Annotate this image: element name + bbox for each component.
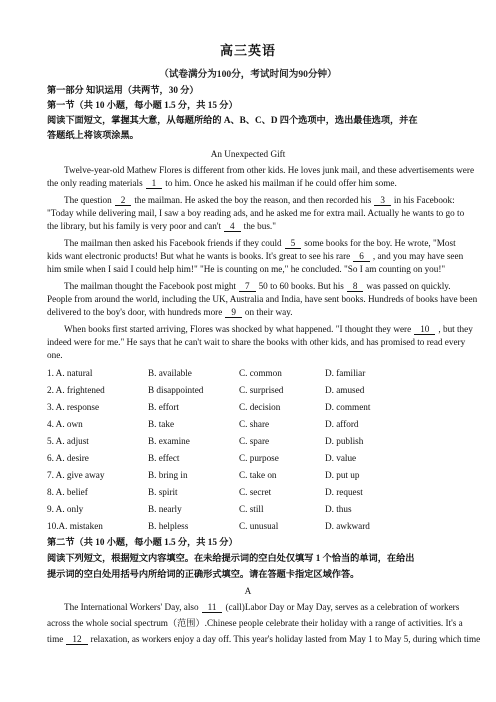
option-b: B. effect bbox=[148, 453, 180, 463]
passage-title: An Unexpected Gift bbox=[210, 149, 286, 159]
option-d: D. value bbox=[325, 453, 357, 463]
passage-line: Twelve-year-old Mathew Flores is different from other kids. He loves junk mail, and these advertisements were bbox=[64, 165, 475, 175]
passage-text: , and you may have seen bbox=[372, 251, 464, 261]
option-a: 1. A. natural bbox=[47, 368, 93, 378]
option-b: B. spirit bbox=[148, 487, 178, 497]
passage-text: The question bbox=[64, 195, 112, 205]
option-d: D. thus bbox=[325, 504, 352, 514]
option-c: C. common bbox=[239, 368, 282, 378]
passage-line bbox=[47, 306, 457, 318]
section2-instructions-line1: 阅读下列短文，根据短文内容填空。在未给提示词的空白处仅填写 1 个恰当的单词，在给出 bbox=[47, 553, 415, 563]
section2-heading: 第二节（共 10 小题，每小题 1.5 分，共 15 分） bbox=[47, 537, 238, 547]
option-b: B. take bbox=[148, 419, 175, 429]
passage-text: kids want electronic products! But what he wants is books. It's great to see his rare bbox=[47, 251, 351, 261]
option-a: 7. A. give away bbox=[47, 470, 105, 480]
passage-line bbox=[47, 237, 457, 249]
option-a: 8. A. belief bbox=[47, 487, 88, 497]
section2-passage-label: A bbox=[244, 586, 252, 596]
passage-text: to him. Once he asked his mailman if he could offer him some. bbox=[165, 178, 397, 188]
option-b: B. examine bbox=[148, 436, 190, 446]
page-title: 高三英语 bbox=[219, 43, 276, 58]
passage-line: across the whole social spectrum（范围）.Chinese people celebrate their holiday with a range of activities. It's a bbox=[47, 618, 463, 628]
passage-text: the library, but his family is very poor and can't bbox=[47, 221, 222, 231]
blank-12: 12 bbox=[66, 634, 87, 645]
section2-instructions-line2: 提示词的空白处用括号内所给词的正确形式填空。请在答题卡指定区域作答。 bbox=[47, 569, 360, 579]
passage-line: him smile when I said I could help him!" "He is counting on me," he concluded. "So I am counting on you!" bbox=[47, 264, 446, 274]
section1-heading: 第一节（共 10 小题，每小题 1.5 分，共 15 分） bbox=[47, 100, 238, 110]
exam-info-subtitle: （试卷满分为100分，考试时间为90分钟） bbox=[159, 69, 337, 80]
option-c: C. secret bbox=[239, 487, 272, 497]
passage-text: on their way. bbox=[244, 307, 293, 317]
option-c: C. still bbox=[239, 504, 264, 514]
option-a: 4. A. own bbox=[47, 419, 83, 429]
option-b: B. nearly bbox=[148, 504, 182, 514]
blank-8: 8 bbox=[347, 281, 364, 292]
blank-3: 3 bbox=[374, 195, 391, 206]
section1-instructions-line1: 阅读下面短文，掌握其大意，从每题所给的 A、B、C、D 四个选项中，选出最佳选项，并在 bbox=[47, 115, 418, 125]
passage-text: The mailman thought the Facebook post might bbox=[64, 281, 236, 291]
blank-11: 11 bbox=[202, 602, 223, 613]
passage-text: 50 to 60 books. But his bbox=[258, 281, 344, 291]
passage-line bbox=[47, 601, 460, 613]
passage-line bbox=[47, 220, 457, 232]
option-a: 6. A. desire bbox=[47, 453, 89, 463]
passage-text: The mailman then asked his Facebook friends if they could bbox=[64, 238, 282, 248]
blank-10: 10 bbox=[414, 324, 435, 335]
option-b: B. bring in bbox=[148, 470, 188, 480]
option-a: 2. A. frightened bbox=[47, 385, 105, 395]
option-c: C. unusual bbox=[239, 521, 279, 531]
option-d: D. awkward bbox=[325, 521, 370, 531]
option-c: C. decision bbox=[239, 402, 281, 412]
option-d: D. afford bbox=[325, 419, 359, 429]
blank-9: 9 bbox=[225, 307, 242, 318]
passage-text: some books for the boy. He wrote, "Most bbox=[304, 238, 456, 248]
passage-line bbox=[47, 280, 457, 292]
passage-text: the mailman. He asked the boy the reason, and then recorded his bbox=[134, 195, 372, 205]
option-c: C. take on bbox=[239, 470, 277, 480]
passage-text: The International Workers' Day, also bbox=[64, 602, 199, 612]
passage-line: "Today while delivering mail, I saw a boy reading ads, and he asked me for extra mail. Actually he wants to go to bbox=[47, 208, 465, 218]
option-b: B. helpless bbox=[148, 521, 189, 531]
blank-7: 7 bbox=[239, 281, 256, 292]
passage-line: indeed were for me." He says that he can't wait to share the books with other kids, and has promised to read every bbox=[47, 337, 466, 347]
option-b: B. available bbox=[148, 368, 192, 378]
option-a: 10.A. mistaken bbox=[47, 521, 103, 531]
option-c: C. share bbox=[239, 419, 270, 429]
passage-text: delivered to the boy's door, with hundreds more bbox=[47, 307, 223, 317]
passage-line bbox=[47, 194, 457, 206]
passage-text: (call)Labor Day or May Day, serves as a celebration of workers bbox=[225, 602, 460, 612]
option-b: B. effort bbox=[148, 402, 179, 412]
blank-2: 2 bbox=[115, 195, 132, 206]
option-d: D. request bbox=[325, 487, 363, 497]
option-d: D. publish bbox=[325, 436, 364, 446]
passage-text: relaxation, as workers enjoy a day off. This year's holiday lasted from May 1 to May 5, during which time bbox=[90, 634, 481, 644]
passage-line bbox=[47, 177, 457, 189]
blank-1: 1 bbox=[146, 178, 163, 189]
passage-text: the only reading materials bbox=[47, 178, 143, 188]
option-a: 3. A. response bbox=[47, 402, 100, 412]
option-c: C. spare bbox=[239, 436, 270, 446]
option-d: D. put up bbox=[325, 470, 360, 480]
option-c: C. purpose bbox=[239, 453, 279, 463]
passage-text: was passed on quickly. bbox=[366, 281, 451, 291]
passage-line bbox=[47, 633, 481, 645]
passage-line: People from around the world, including the UK, Australia and India, have sent books. Hundreds of books have been bbox=[47, 294, 478, 304]
option-d: D. amused bbox=[325, 385, 365, 395]
blank-6: 6 bbox=[353, 251, 370, 262]
option-c: C. surprised bbox=[239, 385, 284, 395]
passage-line bbox=[47, 250, 464, 262]
option-a: 9. A. only bbox=[47, 504, 84, 514]
option-d: D. familiar bbox=[325, 368, 366, 378]
passage-text: in his Facebook: bbox=[393, 195, 455, 205]
passage-line: one. bbox=[47, 350, 63, 360]
passage-text: When books first started arriving, Flores was shocked by what happened. "I thought they were bbox=[64, 324, 412, 334]
part1-heading: 第一部分 知识运用（共两节，30 分） bbox=[47, 85, 199, 95]
blank-5: 5 bbox=[285, 238, 302, 249]
blank-4: 4 bbox=[224, 221, 241, 232]
passage-line bbox=[47, 323, 473, 335]
section1-instructions-line2: 答题纸上将该项涂黑。 bbox=[47, 130, 139, 140]
option-d: D. comment bbox=[325, 402, 371, 412]
passage-text: the bus." bbox=[243, 221, 276, 231]
passage-text: , but they bbox=[438, 324, 473, 334]
option-a: 5. A. adjust bbox=[47, 436, 89, 446]
passage-text: time bbox=[47, 634, 64, 644]
option-b: B disappointed bbox=[148, 385, 204, 395]
